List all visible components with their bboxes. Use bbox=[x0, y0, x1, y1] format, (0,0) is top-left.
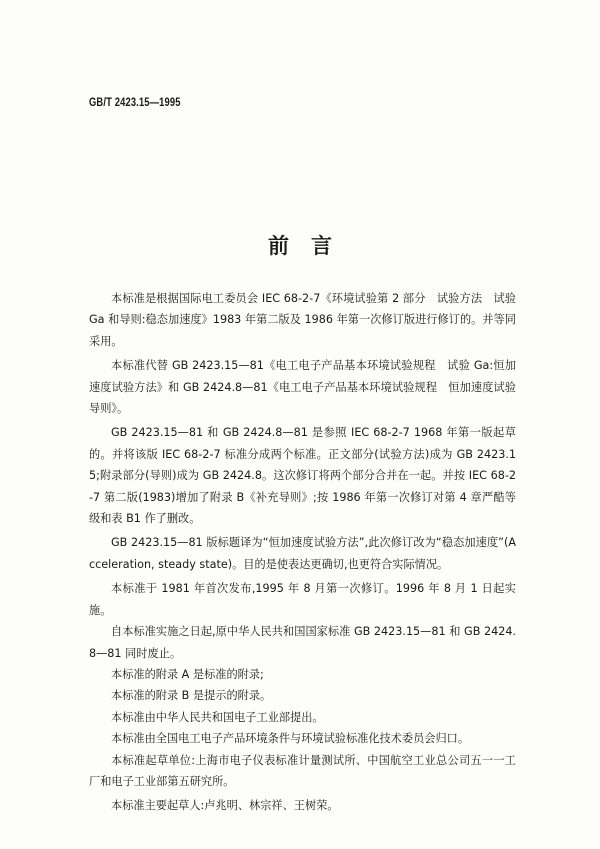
paragraph: GB 2423.15—81 和 GB 2424.8—81 是参照 IEC 68-2-7 1968 年第一版起草的。并将该版 IEC 68-2-7 标准分成两个标准。正文部分(试验方法)成为 GB 2423.15;附录部分(导则)成为 GB 2424.8。这次修订将两个部分合并在一起。并按 IEC 68-2-7 第二版(1983)增加了附录 B《补充导则》;按 1986 年第一次修订对第 4 章严酷等级和表 B1 作了删改。 bbox=[89, 426, 516, 526]
paragraph: 本标准是根据国际电工委员会 IEC 68-2-7《环境试验第 2 部分 试验方法 试验 Ga 和导则:稳态加速度》1983 年第二版及 1986 年第一次修订版进行修订的。并等同采用。 bbox=[89, 292, 516, 348]
paragraph: GB 2423.15—81 版标题译为“恒加速度试验方法”,此次修订改为“稳态加速度”(Acceleration, steady state)。目的是使表达更确切,也更符合实际情况。 bbox=[89, 536, 516, 571]
paragraph: 本标准代替 GB 2423.15—81《电工电子产品基本环境试验规程 试验 Ga:恒加速度试验方法》和 GB 2424.8—81《电工电子产品基本环境试验规程 恒加速度试验导则》。 bbox=[89, 359, 516, 416]
foreword-body bbox=[89, 288, 516, 817]
paragraph: 自本标准实施之日起,原中华人民共和国国家标准 GB 2423.15—81 和 GB 2424.8—81 同时废止。 bbox=[89, 625, 516, 660]
paragraph: 本标准于 1981 年首次发布,1995 年 8 月第一次修订。1996 年 8 月 1 日起实施。 bbox=[89, 582, 516, 617]
standard-code: GB/T 2423.15—1995 bbox=[89, 95, 181, 109]
paragraph: 本标准起草单位:上海市电子仪表标准计量测试所、中国航空工业总公司五一一工厂和电子工业部第五研究所。 bbox=[89, 753, 516, 788]
page-title: 前言 bbox=[268, 234, 354, 258]
paragraph: 本标准由中华人民共和国电子工业部提出。 bbox=[111, 710, 324, 724]
paragraph: 本标准的附录 B 是提示的附录。 bbox=[111, 689, 272, 703]
paragraph: 本标准主要起草人:卢兆明、林宗祥、王树荣。 bbox=[111, 799, 339, 813]
paragraph: 本标准由全国电工电子产品环境条件与环境试验标准化技术委员会归口。 bbox=[111, 732, 470, 746]
paragraph: 本标准的附录 A 是标准的附录; bbox=[111, 667, 264, 681]
